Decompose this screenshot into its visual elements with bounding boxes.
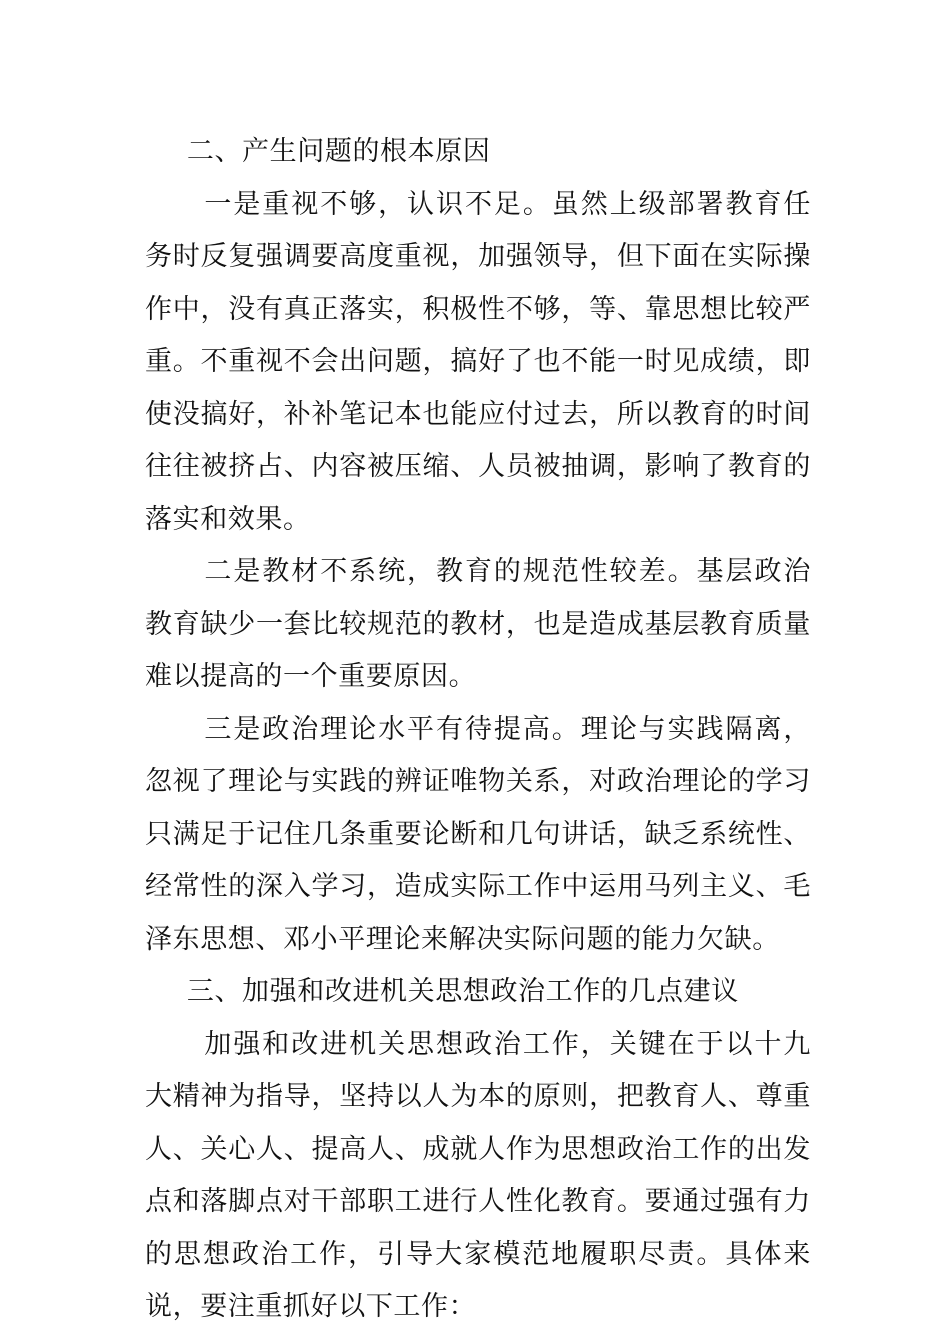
section-heading-suggestions: 三、加强和改进机关思想政治工作的几点建议 (186, 976, 739, 1007)
document-body (145, 126, 811, 1334)
paragraph-cause-2: 二是教材不系统，教育的规范性较差。基层政治教育缺少一套比较规范的教材，也是造成基层教育质量难以提高的一个重要原因。 (145, 556, 811, 692)
paragraph-cause-1: 一是重视不够，认识不足。虽然上级部署教育任务时反复强调要高度重视，加强领导，但下面在实际操作中，没有真正落实，积极性不够，等、靠思想比较严重。不重视不会出问题，搞好了也不能一时见成绩，即使没搞好，补补笔记本也能应付过去，所以教育的时间往往被挤占、内容被压缩、人员被抽调，影响了教育的落实和效果。 (145, 188, 811, 535)
paragraph-suggestion-intro: 加强和改进机关思想政治工作，关键在于以十九大精神为指导，坚持以人为本的原则，把教育人、尊重人、关心人、提高人、成就人作为思想政治工作的出发点和落脚点对干部职工进行人性化教育。要通过强有力的思想政治工作，引导大家模范地履职尽责。具体来说，要注重抓好以下工作： (145, 1028, 811, 1322)
section-heading-causes: 二、产生问题的根本原因 (186, 136, 491, 167)
paragraph-cause-3: 三是政治理论水平有待提高。理论与实践隔离，忽视了理论与实践的辨证唯物关系，对政治理论的学习只满足于记住几条重要论断和几句讲话，缺乏系统性、经常性的深入学习，造成实际工作中运用马列主义、毛泽东思想、邓小平理论来解决实际问题的能力欠缺。 (145, 713, 811, 955)
